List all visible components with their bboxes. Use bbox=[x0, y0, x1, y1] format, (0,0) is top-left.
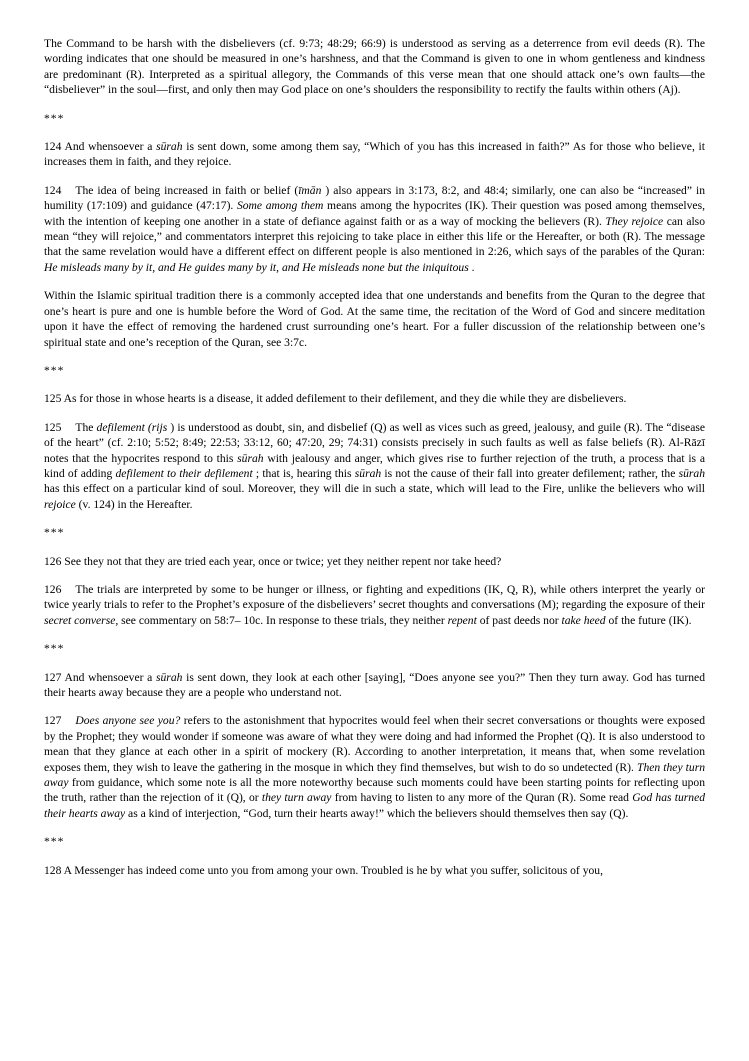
commentary-number: 124 bbox=[44, 183, 62, 197]
commentary-number: 127 bbox=[44, 714, 62, 728]
body-text: Within the Islamic spiritual tradition there is a commonly accepted idea that one understands and benefits from the Quran to the degree that one’s heart is pure and one is humble before the Word of God. At the same time, the recitation of the Word of God and sincere meditation upon it have the effect of removing the hardened crust surrounding one’s heart. For a fuller discussion of the relationship between one’s spiritual state and one’s reception of the Quran, see 3:7c. bbox=[44, 289, 705, 349]
body-text: (v. 124) in the Hereafter. bbox=[75, 497, 193, 511]
verse-paragraph bbox=[44, 554, 705, 569]
emphasis-text: He misleads many by it, and He guides many by it, and He misleads none but the iniquitous bbox=[44, 260, 469, 274]
emphasis-text: sūrah bbox=[156, 140, 183, 154]
body-text: 124 And whensoever a bbox=[44, 140, 157, 154]
body-text: is sent down, they look at each other [saying], “Does anyone see you?” Then they turn away. God has turned their hearts away because they are a people who understand not. bbox=[44, 670, 705, 699]
body-text: The bbox=[75, 420, 97, 434]
emphasis-text: Then they turn away bbox=[44, 760, 706, 790]
body-text: 127 And whensoever a bbox=[44, 670, 156, 684]
commentary-paragraph bbox=[44, 288, 705, 350]
body-text: of the future (IK). bbox=[605, 613, 692, 627]
body-text: The idea of being increased in faith or belief ( bbox=[75, 183, 299, 197]
verse-paragraph bbox=[44, 391, 705, 406]
body-text: 128 A Messenger has indeed come unto you from among your own. Troubled is he by what you suffer, solicitous of you, bbox=[44, 863, 603, 877]
page-content bbox=[44, 36, 705, 878]
emphasis-text: defilement (rijs bbox=[96, 420, 168, 434]
emphasis-text: Does anyone see you? bbox=[75, 714, 181, 728]
section-separator: *** bbox=[44, 835, 65, 849]
emphasis-text: They rejoice bbox=[605, 214, 664, 228]
body-text: . bbox=[468, 260, 475, 274]
body-text: with jealousy and anger, which gives rise to further rejection of the truth, a process that is a kind of adding bbox=[44, 451, 705, 480]
section-separator: *** bbox=[44, 363, 65, 377]
body-text: refers to the astonishment that hypocrites would feel when their secret conversations or thoughts were exposed by the Prophet; they would wonder if someone was aware of what they were doing and had informed the Prophet (Q). It is also understood to mean that they glance at each other in a spirit of mockery (R). According to another interpretation, it means that, when some revelation exposes them, they wish to leave the gathering in the mosque in which they find themselves, but wish to do so undetected (R). bbox=[44, 714, 706, 774]
verse-paragraph bbox=[44, 139, 705, 170]
commentary-number: 125 bbox=[44, 420, 62, 434]
emphasis-text: God has turned their hearts away bbox=[44, 791, 706, 820]
section-separator: *** bbox=[44, 642, 65, 656]
body-text: can also mean “they will rejoice,” and commentators interpret this rejoicing to take place in either this life or the Hereafter, or both (R). The message that the same revelation would have a different effect on different people is also mentioned in 2:26, which says of the parables of the Quran: bbox=[44, 214, 705, 259]
body-text: means among the hypocrites (IK). Their question was posed among themselves, with the intention of keeping one another in a state of defiance against faith or as a way of mocking the believers (R). bbox=[44, 199, 705, 228]
emphasis-text: repent bbox=[447, 613, 477, 627]
commentary-number: 126 bbox=[44, 582, 62, 596]
body-text: has this effect on a particular kind of soul. Moreover, they will die in such a state, which will lead to the Fire, unlike the believers who will bbox=[44, 482, 705, 496]
body-text: The Command to be harsh with the disbelievers (cf. 9:73; 48:29; 66:9) is understood as serving as a deterrence from evil deeds (R). The wording indicates that one should be measured in one’s harshness, and that the Command is given to one in whom gentleness and kindness are predominant (R). Interpreted as a spiritual allegory, the Commands of this verse mean that one should attack one’s own faults—the “disbeliever” in the soul—first, and only then may God place on one’s shoulders the responsibility to rectify the faults within others (Aj). bbox=[44, 37, 705, 97]
emphasis-text: Some among them bbox=[236, 199, 324, 213]
verse-paragraph bbox=[44, 863, 705, 878]
body-text: is not the cause of their fall into greater defilement; rather, the bbox=[381, 466, 679, 480]
commentary-paragraph bbox=[44, 420, 705, 512]
body-text: ) also appears in 3:173, 8:2, and 48:4; similarly, one can also be “increased” in humility (17:109) and guidance (47:17). bbox=[44, 183, 706, 213]
section-separator: *** bbox=[44, 111, 65, 125]
section-separator: *** bbox=[44, 526, 65, 540]
emphasis-text: sūrah bbox=[237, 451, 264, 465]
body-text: from having to listen to any more of the Quran (R). Some read bbox=[331, 791, 633, 805]
body-text: see commentary on 58:7– 10c. In response to these trials, they neither bbox=[118, 613, 448, 627]
commentary-paragraph bbox=[44, 36, 705, 98]
body-text: The trials are interpreted by some to be hunger or illness, or fighting and expeditions (IK, Q, R), while others interpret the yearly or twice yearly trials to refer to the Prophet’s exposure of the disbelievers’ secret thoughts and conversations (M); regarding the exposure of their bbox=[44, 582, 705, 612]
emphasis-text: rejoice bbox=[44, 497, 76, 511]
body-text: from guidance, which some note is all the more noteworthy because such moments could have been starting points for reflecting upon the truth, rather than the rejection of it (Q), or bbox=[44, 776, 705, 805]
emphasis-text: secret converse, bbox=[44, 613, 119, 627]
verse-paragraph bbox=[44, 670, 705, 701]
body-text: of past deeds nor bbox=[476, 613, 562, 627]
emphasis-text: defilement to their defilement bbox=[115, 466, 253, 480]
emphasis-text: sūrah bbox=[678, 466, 705, 480]
body-text: is sent down, some among them say, “Which of you has this increased in faith?” As for those who believe, it increases them in faith, and they rejoice. bbox=[44, 140, 705, 169]
body-text: as a kind of interjection, “God, turn their hearts away!” which the believers should themselves then say (Q). bbox=[125, 806, 629, 820]
commentary-paragraph bbox=[44, 713, 705, 821]
commentary-paragraph bbox=[44, 582, 705, 628]
commentary-paragraph bbox=[44, 183, 705, 275]
body-text: ; that is, hearing this bbox=[252, 466, 355, 480]
body-text: 126 See they not that they are tried each year, once or twice; yet they neither repent nor take heed? bbox=[44, 554, 502, 568]
emphasis-text: take heed bbox=[561, 613, 606, 627]
emphasis-text: īmān bbox=[298, 183, 322, 197]
emphasis-text: sūrah bbox=[156, 670, 183, 684]
emphasis-text: they turn away bbox=[261, 791, 332, 805]
emphasis-text: sūrah bbox=[354, 466, 382, 480]
body-text: ) is understood as doubt, sin, and disbelief (Q) as well as vices such as greed, jealousy, and guile (R). The “disease of the heart” (cf. 2:10; 5:52; 8:49; 22:53; 33:12, 60; 47:20, 29; 74:31) consists precisely in such faults as well as false beliefs (R). Al-Rāzī notes that the hypocrites respond to this bbox=[44, 420, 705, 465]
body-text: 125 As for those in whose hearts is a disease, it added defilement to their defilement, and they die while they are disbelievers. bbox=[44, 392, 627, 406]
